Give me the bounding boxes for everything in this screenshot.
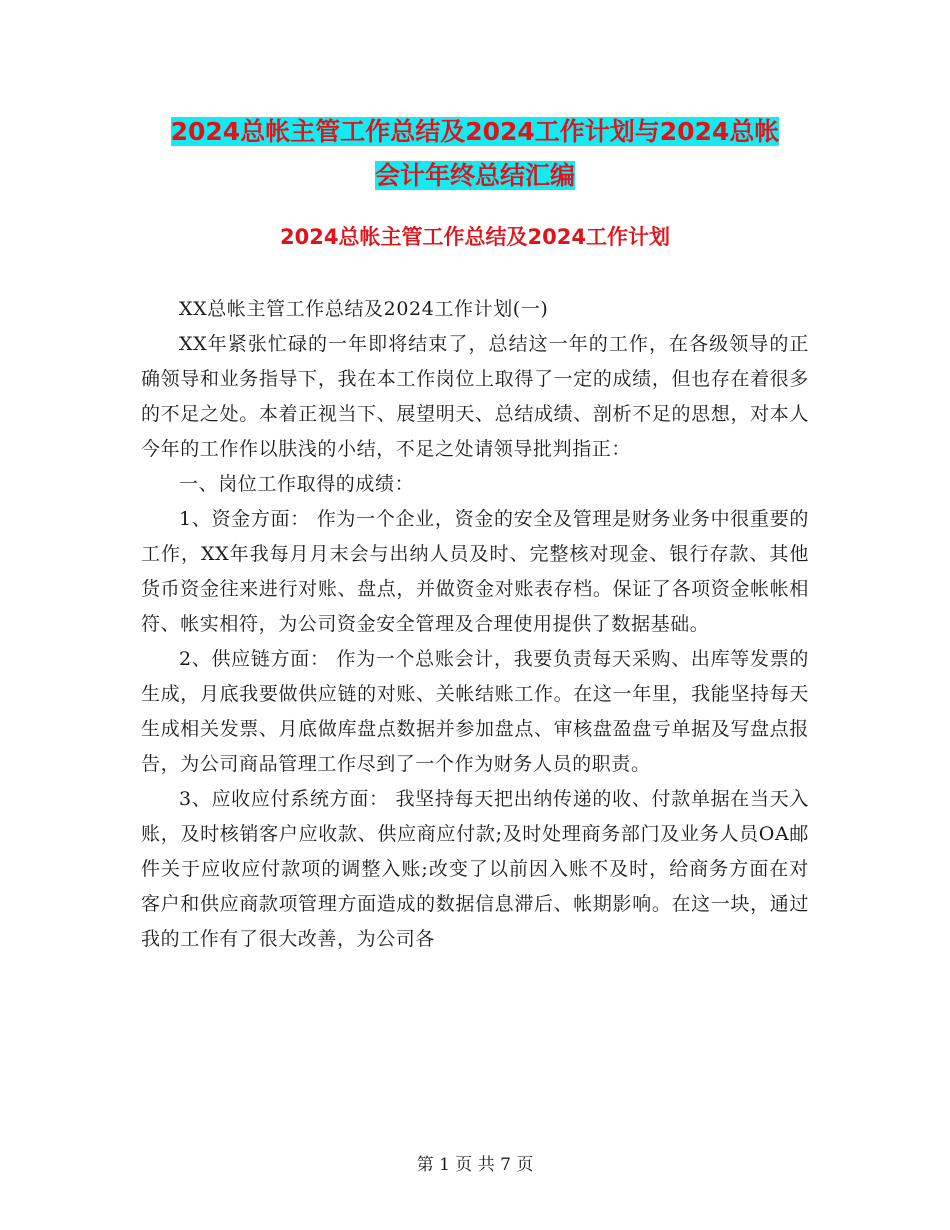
title-line-2: 会计年终总结汇编 xyxy=(374,161,575,190)
paragraph-intro: XX年紧张忙碌的一年即将结束了，总结这一年的工作，在各级领导的正确领导和业务指导下，我在本工作岗位上取得了一定的成绩，但也存在着很多的不足之处。本着正视当下、展望明天、总结成绩、剖析不足的思想，对本人今年的工作作以肤浅的小结，不足之处请领导批判指正： xyxy=(141,333,809,460)
paragraph-funds: 1、资金方面： 作为一个企业，资金的安全及管理是财务业务中很重要的工作，XX年我每月月末会与出纳人员及时、完整核对现金、银行存款、其他货币资金往来进行对账、盘点，并做资金对账表存档。保证了各项资金帐帐相符、帐实相符，为公司资金安全管理及合理使用提供了数据基础。 xyxy=(141,508,809,635)
paragraph-heading: XX总帐主管工作总结及2024工作计划(一) xyxy=(179,298,549,320)
paragraph-supply-chain: 2、供应链方面： 作为一个总账会计，我要负责每天采购、出库等发票的生成，月底我要做供应链的对账、关帐结账工作。在这一年里，我能坚持每天生成相关发票、月底做库盘点数据并参加盘点、审核盘盈盘亏单据及写盘点报告，为公司商品管理工作尽到了一个作为财务人员的职责。 xyxy=(141,648,809,775)
paragraph-receivables: 3、应收应付系统方面： 我坚持每天把出纳传递的收、付款单据在当天入账，及时核销客户应收款、供应商应付款;及时处理商务部门及业务人员OA邮件关于应收应付款项的调整入账;改变了以前因入账不及时，给商务方面在对客户和供应商款项管理方面造成的数据信息滞后、帐期影响。在这一块，通过我的工作有了很大改善，为公司各 xyxy=(141,788,809,950)
title-line-1: 2024总帐主管工作总结及2024工作计划与2024总帐 xyxy=(170,117,780,146)
section-subtitle: 2024总帐主管工作总结及2024工作计划 xyxy=(280,225,670,249)
document-body xyxy=(141,292,809,957)
document-title xyxy=(140,110,810,198)
paragraph-section-heading: 一、岗位工作取得的成绩： xyxy=(179,473,415,495)
page-footer: 第 1 页 共 7 页 xyxy=(416,1155,534,1175)
